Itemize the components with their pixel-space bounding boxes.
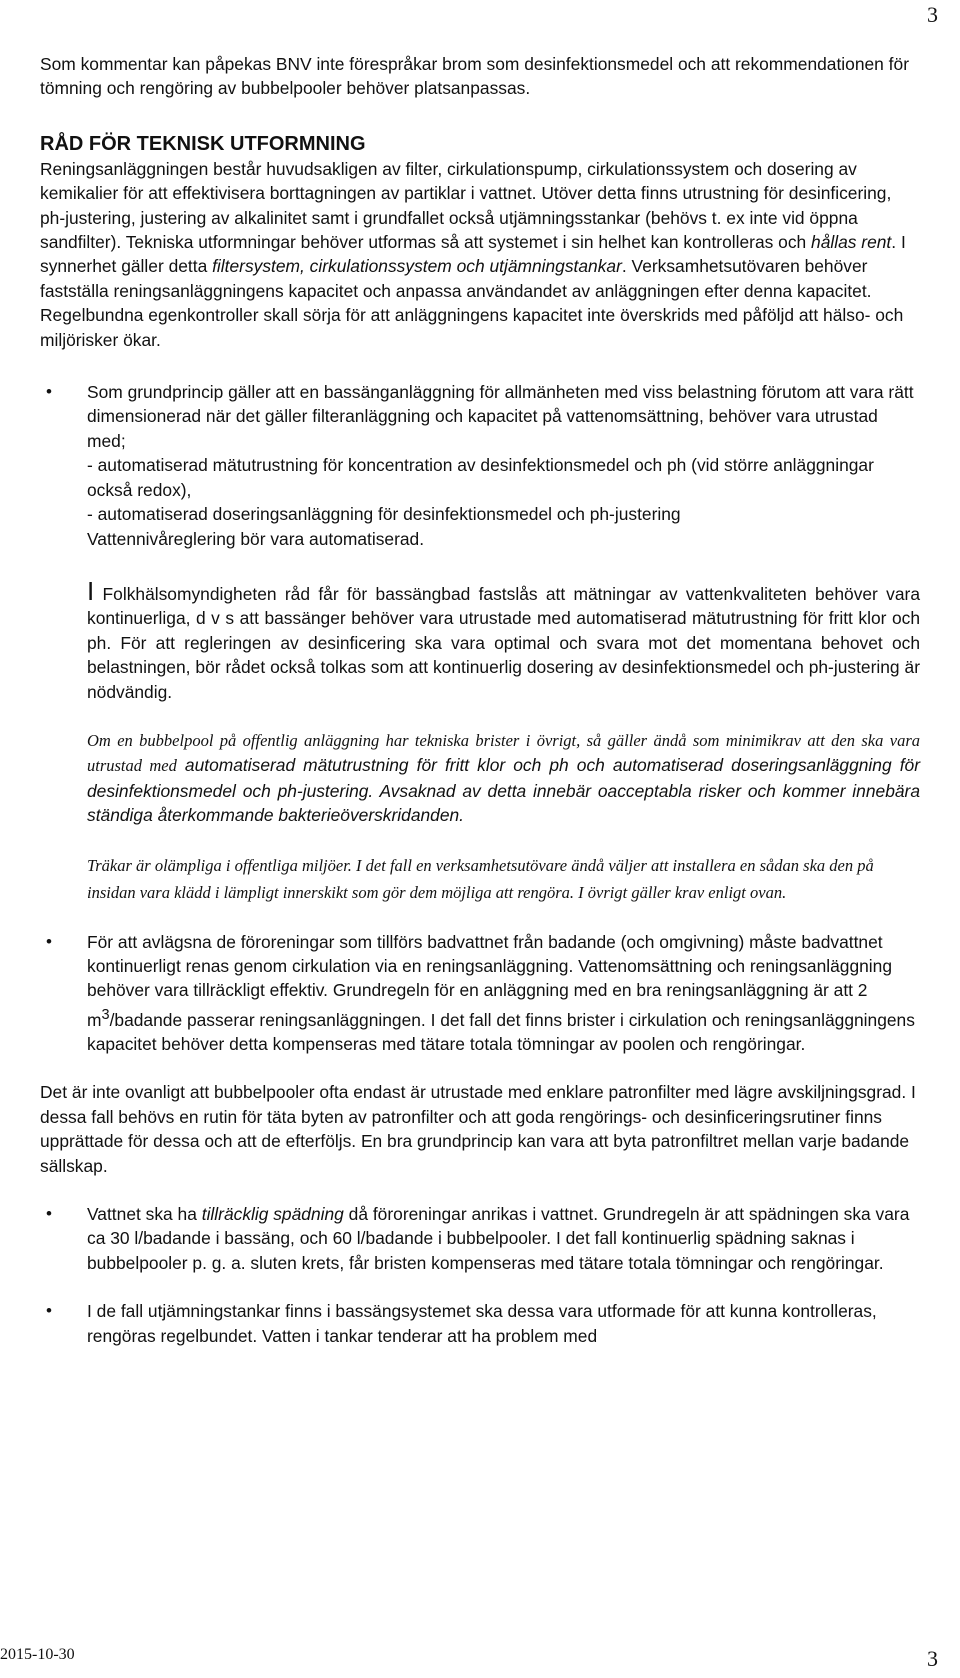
bullet-line: - automatiserad mätutrustning för koncentration av desinfektionsmedel och ph (vid större anläggningar också redox),: [87, 455, 874, 500]
bullet-line: Vattennivåreglering bör vara automatiserad.: [87, 528, 425, 549]
bullet-text: [87, 1202, 920, 1275]
bullet-dot: •: [46, 382, 52, 402]
folkhalsa-text: Folkhälsomyndigheten råd får för bassängbad fastslås att mätningar av vattenkvaliteten behöver vara kontinuerliga, d v s att bassänger behöver vara utrustade med automatiserad mätutrustning för fritt klor och ph. För att regleringen av desinficering ska vara optimal och svara mot det momentana behovet och belastningen, bör rådet också tolkas som att kontinuerlig dosering av desinfektionsmedel och ph-justering är nödvändig.: [87, 583, 920, 702]
bullet-text: [87, 930, 920, 1057]
bullet-italic: tillräcklig spädning: [201, 1204, 344, 1225]
superscript: 3: [101, 1006, 110, 1023]
bullet-text-part: Vattnet ska ha: [87, 1204, 202, 1225]
big-initial-letter: I: [87, 575, 95, 606]
bullet-text-part: /badande passerar reningsanläggningen. I det fall det finns brister i cirkulation och reningsanläggningens kapacitet behöver detta kompenseras med tätare totala tömningar av poolen och rengöringar.: [87, 1009, 915, 1054]
bullet-text-part: För att avlägsna de föroreningar som tillförs badvattnet från badande (och omgivning) måste badvattnet kontinuerligt renas genom cirkulation via en reningsanläggning. Vattenomsättning och reningsanläggning behöver vara tillräckligt effektiv. Grundregeln för en anläggning med en bra reningsanläggning är att 2 m: [87, 931, 893, 1030]
bullet-line: - automatiserad doseringsanläggning för desinfektionsmedel och ph-justering: [87, 504, 681, 525]
bullet-item-dilution: [40, 1202, 920, 1275]
bullet-text: Som grundprincip gäller att en bassänganläggning för allmänheten med viss belastning förutom att vara rätt dimensionerad när det gäller filteranläggning och kapacitet på vattenomsättning, behöver vara utrustad med;: [87, 382, 914, 451]
bullet-dot: •: [46, 931, 52, 951]
patronfilter-paragraph: Det är inte ovanligt att bubbelpooler ofta endast är utrustade med enklare patronfilter med lägre avskiljningsgrad. I dessa fall behövs en rutin för täta byten av patronfilter och att goda rengörings- och desinficeringsrutiner finns upprättade för dessa och att de efterföljs. En bra grundprincip kan vara att byta patronfiltret mellan varje badande sällskap.: [40, 1082, 916, 1176]
section-text-2: . I synnerhet gäller detta: [40, 232, 906, 277]
bubbelpool-serif-text: Om en bubbelpool på offentlig anläggning har tekniska brister i övrigt, så gäller ändå som minimikrav att den ska vara utrustad med: [87, 730, 920, 776]
section-italic-2: filtersystem, cirkulationssystem och utjämningstankar: [212, 256, 622, 277]
trakar-paragraph: Träkar är olämpliga i offentliga miljöer. I det fall en verksamhetsutövare ändå väljer att installera en sådan ska den på insidan vara klädd i lämpligt innerskikt som gör dem möjliga att rengöra. I övrigt gäller krav enligt ovan.: [87, 855, 874, 902]
page-number-bottom: 3: [927, 1646, 938, 1671]
footer-date: 2015-10-30: [0, 1646, 75, 1663]
bullet-item-circulation: [40, 930, 920, 1057]
section-text-3: . Verksamhetsutövaren behöver fastställa reningsanläggningens kapacitet och anpassa användandet av anläggningen efter denna kapacitet. Regelbundna egenkontroller skall sörja för att anläggningens kapacitet inte överskrids med påföljd att hälso- och miljörisker ökar.: [40, 256, 904, 350]
document-body: [40, 52, 920, 1348]
folkhalsa-paragraph: [40, 575, 920, 704]
bullet-item-tanks: [40, 1299, 920, 1348]
section-heading: RÅD FÖR TEKNISK UTFORMNING: [40, 132, 366, 155]
bubbelpool-sans-text: automatiserad mätutrustning för fritt klor och ph och automatiserad doseringsanläggning för desinfektionsmedel och ph-justering. Avsaknad av detta innebär oacceptabla risker och kommer innebära ständiga återkommande bakterieöverskridanden.: [87, 755, 921, 826]
bullet-item-equipment: [40, 380, 920, 551]
section-italic-1: hållas rent: [811, 232, 892, 253]
bullet-dot: •: [46, 1301, 52, 1321]
bullet-text: I de fall utjämningstankar finns i bassängsystemet ska dessa vara utformade för att kunna kontrolleras, rengöras regelbundet. Vatten i tankar tenderar att ha problem med: [87, 1301, 877, 1346]
bubbelpool-paragraph: [40, 728, 920, 828]
bullet-text-part: då föroreningar anrikas i vattnet. Grundregeln är att spädningen ska vara ca 30 l/badande i bassäng, och 60 l/badande i bubbelpooler. I det fall kontinuerlig spädning saknas i bubbelpooler p. g. a. sluten krets, får bristen kompenseras med tätare totala tömningar och rengöringar.: [87, 1204, 910, 1273]
section-text-1: Reningsanläggningen består huvudsakligen av filter, cirkulationspump, cirkulationssystem och dosering av kemikalier för att effektivisera borttagningen av partiklar i vattnet. Utöver detta finns utrustning för desinficering, ph-justering, justering av alkalinitet samt i grundfallet också utjämningsstankar (behövs t. ex inte vid öppna sandfilter). Tekniska utformningar behöver utformas så att systemet i sin helhet kan kontrolleras och: [40, 158, 892, 253]
bullet-dot: •: [46, 1204, 52, 1224]
section-paragraph: [40, 157, 920, 352]
intro-paragraph: Som kommentar kan påpekas BNV inte förespråkar brom som desinfektionsmedel och att rekommendationen för tömning och rengöring av bubbelpooler behöver platsanpassas.: [40, 54, 909, 99]
page-number-top: 3: [927, 2, 938, 27]
